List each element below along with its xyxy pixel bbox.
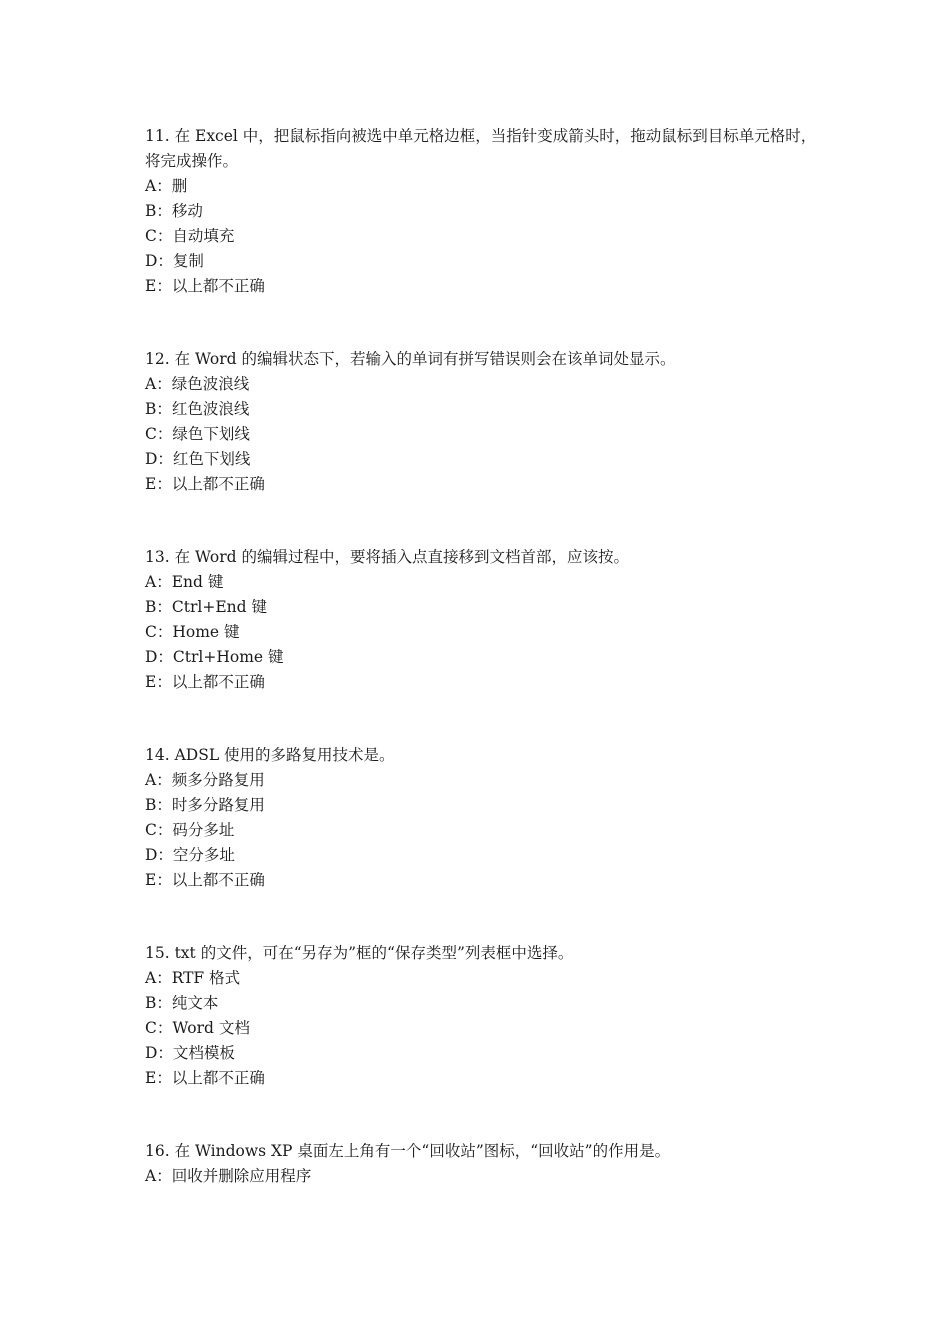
option-b: B：时多分路复用 [145, 796, 265, 814]
question-stem: 13. 在 Word 的编辑过程中，要将插入点直接移到文档首部，应该按。 [145, 548, 629, 566]
option-d: D：红色下划线 [145, 450, 251, 468]
option-e: E：以上都不正确 [145, 277, 265, 295]
option-d: D：Ctrl+Home 键 [145, 648, 284, 666]
option-c: C：绿色下划线 [145, 425, 250, 443]
question-16 [145, 1139, 825, 1189]
question-13 [145, 545, 825, 695]
question-stem: 16. 在 Windows XP 桌面左上角有一个“回收站”图标，“回收站”的作用是。 [145, 1142, 671, 1160]
option-e: E：以上都不正确 [145, 1069, 265, 1087]
option-c: C：自动填充 [145, 227, 235, 245]
option-d: D：复制 [145, 252, 204, 270]
question-stem: 14. ADSL 使用的多路复用技术是。 [145, 746, 395, 764]
document-page [145, 124, 825, 1237]
question-stem: 15. txt 的文件，可在“另存为”框的“保存类型”列表框中选择。 [145, 944, 574, 962]
option-b: B：移动 [145, 202, 203, 220]
option-a: A：回收并删除应用程序 [145, 1167, 312, 1185]
question-12 [145, 347, 825, 497]
option-c: C：Home 键 [145, 623, 240, 641]
option-c: C：码分多址 [145, 821, 235, 839]
option-a: A：删 [145, 177, 188, 195]
option-a: A：绿色波浪线 [145, 375, 250, 393]
option-e: E：以上都不正确 [145, 475, 265, 493]
option-b: B：红色波浪线 [145, 400, 250, 418]
option-d: D：文档模板 [145, 1044, 235, 1062]
option-d: D：空分多址 [145, 846, 235, 864]
option-b: B：纯文本 [145, 994, 219, 1012]
question-stem: 11. 在 Excel 中，把鼠标指向被选中单元格边框，当指针变成箭头时，拖动鼠标到目标单元格时，将完成操作。 [145, 127, 817, 170]
option-a: A：RTF 格式 [145, 969, 241, 987]
option-e: E：以上都不正确 [145, 871, 265, 889]
option-e: E：以上都不正确 [145, 673, 265, 691]
question-stem: 12. 在 Word 的编辑状态下，若输入的单词有拼写错误则会在该单词处显示。 [145, 350, 676, 368]
option-a: A：End 键 [145, 573, 224, 591]
option-b: B：Ctrl+End 键 [145, 598, 267, 616]
question-15 [145, 941, 825, 1091]
option-a: A：频多分路复用 [145, 771, 265, 789]
question-11 [145, 124, 825, 299]
option-c: C：Word 文档 [145, 1019, 250, 1037]
question-14 [145, 743, 825, 893]
